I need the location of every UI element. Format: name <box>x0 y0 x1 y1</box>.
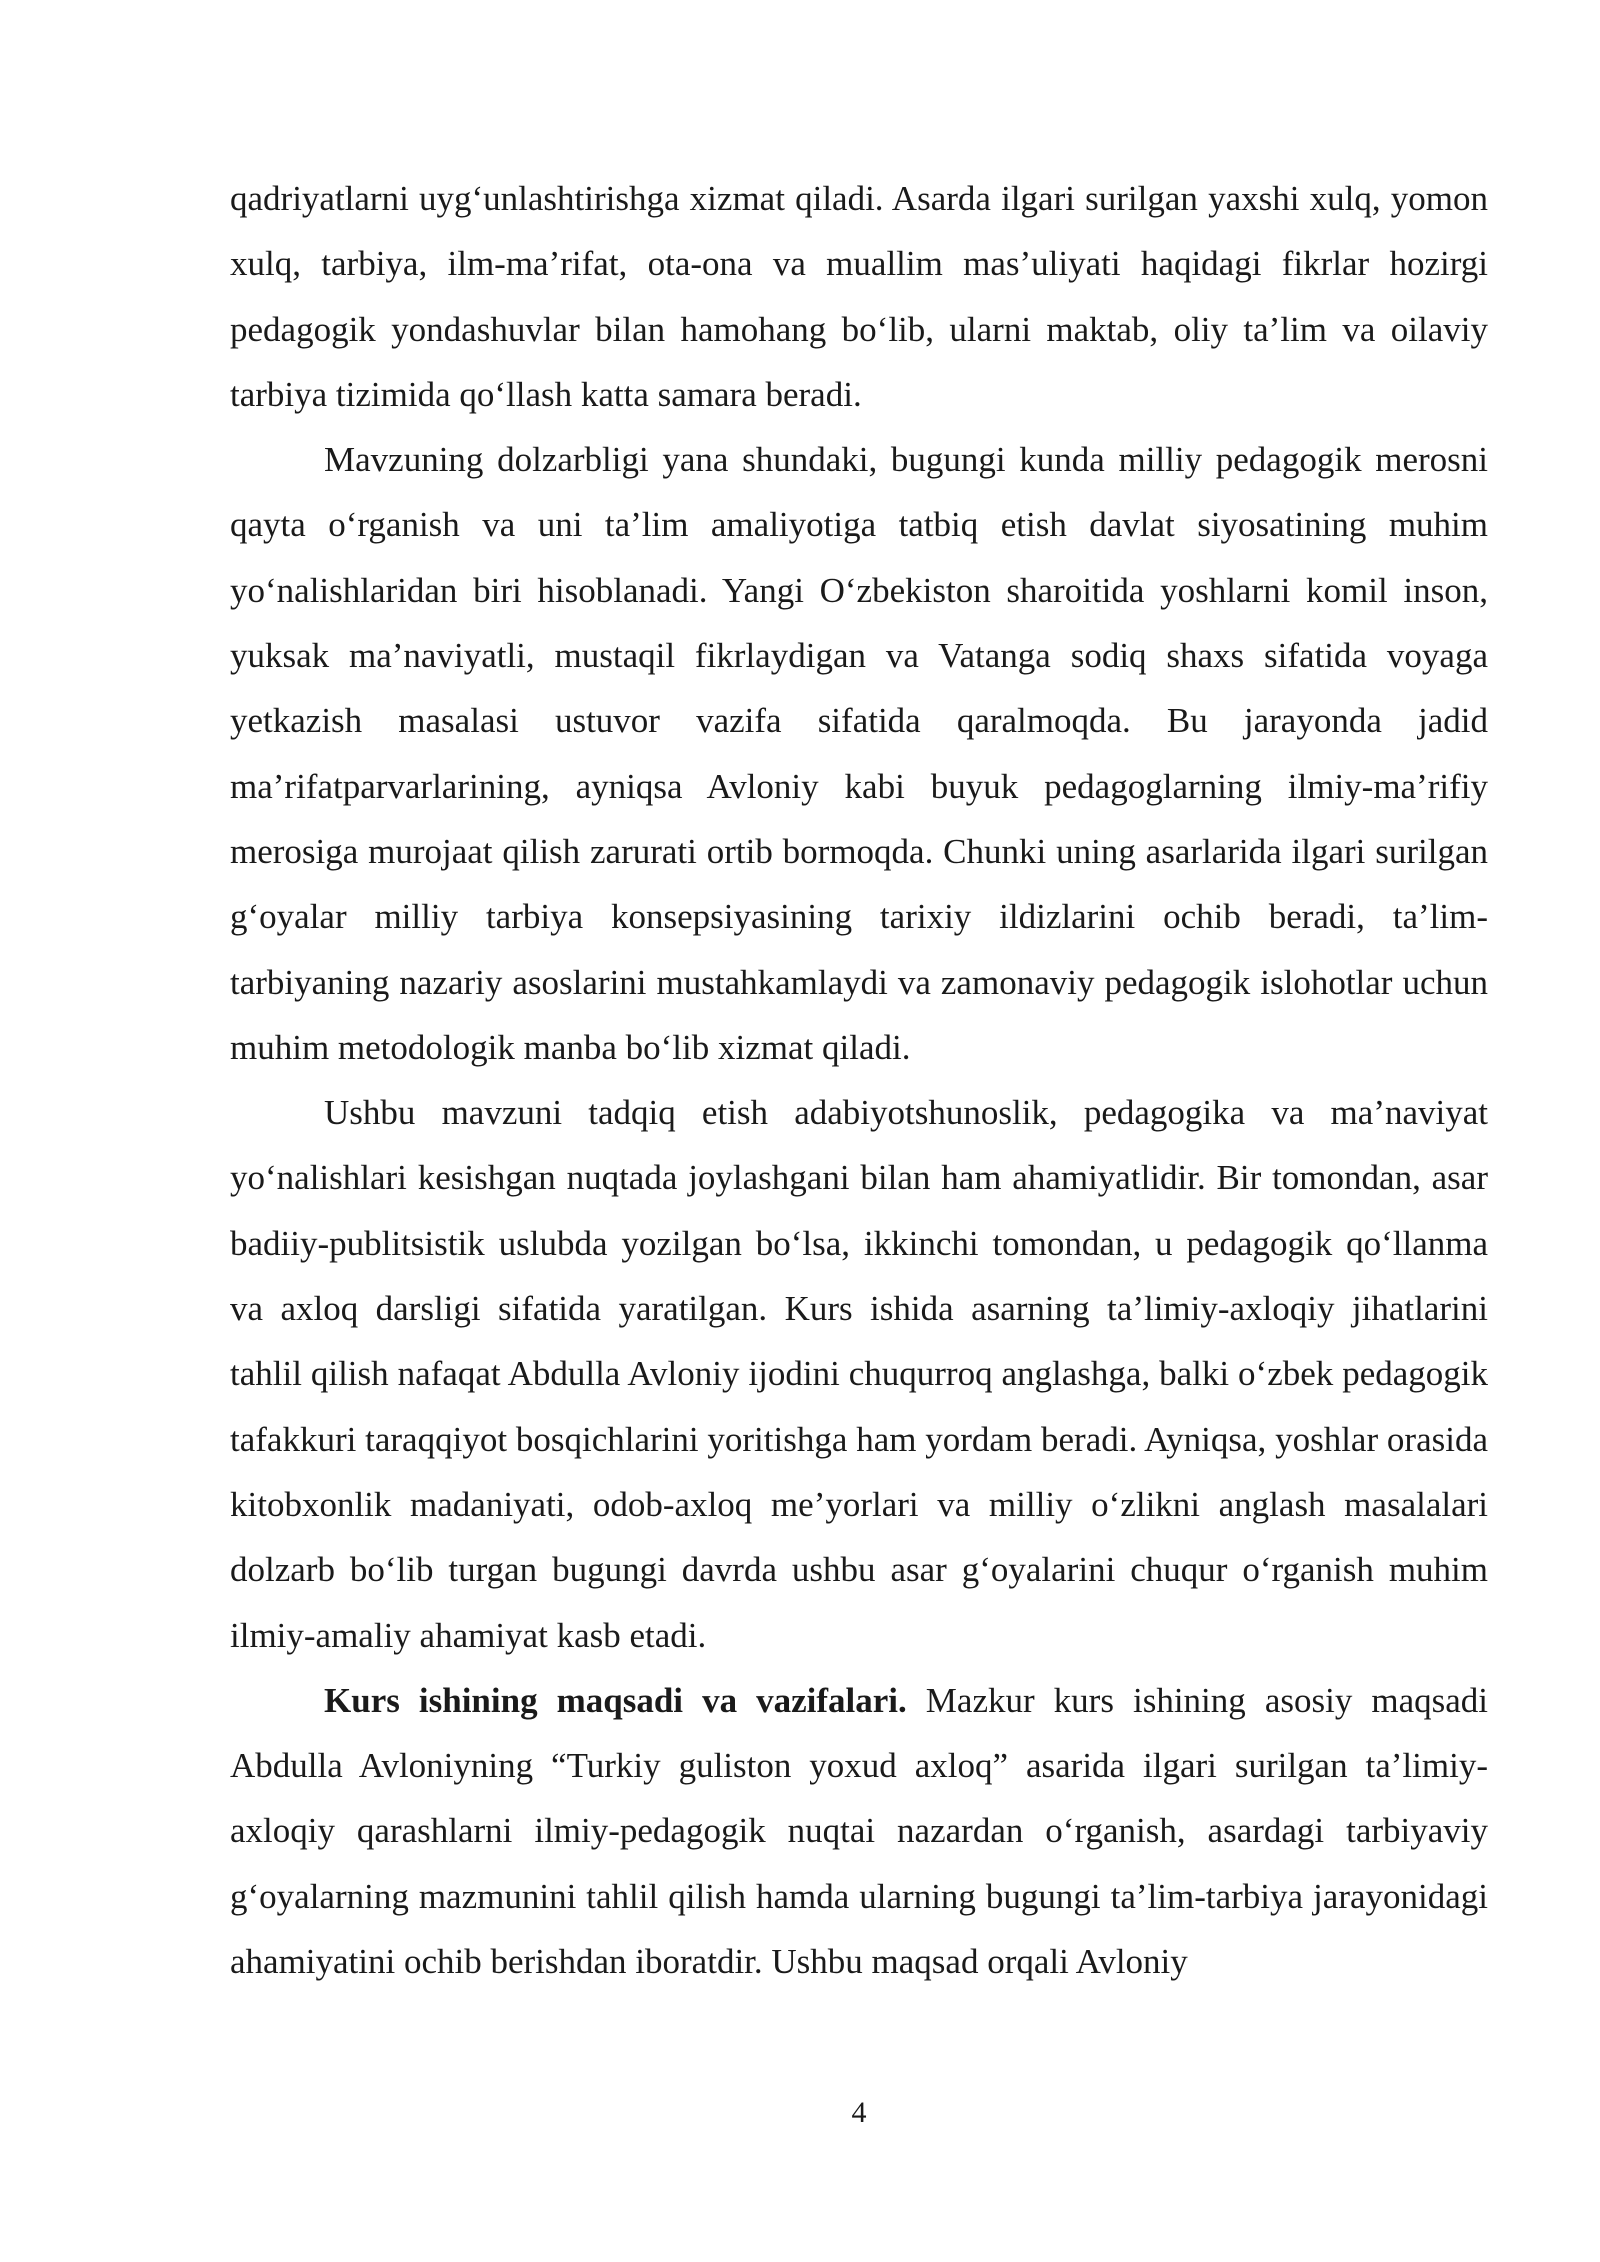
paragraph-2: Mavzuning dolzarbligi yana shundaki, bugungi kunda milliy pedagogik merosni qayta o‘rganish va uni ta’lim amaliyotiga tatbiq etish davlat siyosatining muhim yo‘nalishlaridan biri hisoblanadi. Yangi O‘zbekiston sharoitida yoshlarni komil inson, yuksak ma’naviyatli, mustaqil fikrlaydigan va Vatanga sodiq shaxs sifatida voyaga yetkazish masalasi ustuvor vazifa sifatida qaralmoqda. Bu jarayonda jadid ma’rifatparvarlarining, ayniqsa Avloniy kabi buyuk pedagoglarning ilmiy-ma’rifiy merosiga murojaat qilish zarurati ortib bormoqda. Chunki uning asarlarida ilgari surilgan g‘oyalar milliy tarbiya konsepsiyasining tarixiy ildizlarini ochib beradi, ta’lim-tarbiyaning nazariy asoslarini mustahkamlaydi va zamonaviy pedagogik islohotlar uchun muhim metodologik manba bo‘lib xizmat qiladi. <box>230 440 1488 1067</box>
page-number: 4 <box>851 2096 867 2129</box>
section-heading-goals: Kurs ishining maqsadi va vazifalari. <box>324 1680 907 1720</box>
body-text <box>230 166 1488 1994</box>
paragraph-4-text: Mazkur kurs ishining asosiy maqsadi Abdulla Avloniyning “Turkiy guliston yoxud axloq” asarida ilgari surilgan ta’limiy-axloqiy qarashlarni ilmiy-pedagogik nuqtai nazardan o‘rganish, asardagi tarbiyaviy g‘oyalarning mazmunini tahlil qilish hamda ularning bugungi ta’lim-tarbiya jarayonidagi ahamiyatini ochib berishdan iboratdir. Ushbu maqsad orqali Avloniy <box>230 1680 1488 1982</box>
paragraph-3: Ushbu mavzuni tadqiq etish adabiyotshunoslik, pedagogika va ma’naviyat yo‘nalishlari kesishgan nuqtada joylashgani bilan ham ahamiyatlidir. Bir tomondan, asar badiiy-publitsistik uslubda yozilgan bo‘lsa, ikkinchi tomondan, u pedagogik qo‘llanma va axloq darsligi sifatida yaratilgan. Kurs ishida asarning ta’limiy-axloqiy jihatlarini tahlil qilish nafaqat Abdulla Avloniy ijodini chuqurroq anglashga, balki o‘zbek pedagogik tafakkuri taraqqiyot bosqichlarini yoritishga ham yordam beradi. Ayniqsa, yoshlar orasida kitobxonlik madaniyati, odob-axloq me’yorlari va milliy o‘zlikni anglash masalalari dolzarb bo‘lib turgan bugungi davrda ushbu asar g‘oyalarini chuqur o‘rganish muhim ilmiy-amaliy ahamiyat kasb etadi. <box>230 1093 1488 1655</box>
paragraph-1: qadriyatlarni uyg‘unlashtirishga xizmat qiladi. Asarda ilgari surilgan yaxshi xulq, yomon xulq, tarbiya, ilm-ma’rifat, ota-ona va muallim mas’uliyati haqidagi fikrlar hozirgi pedagogik yondashuvlar bilan hamohang bo‘lib, ularni maktab, oliy ta’lim va oilaviy tarbiya tizimida qo‘llash katta samara beradi. <box>230 179 1488 414</box>
paragraph-4 <box>230 1668 1488 1994</box>
